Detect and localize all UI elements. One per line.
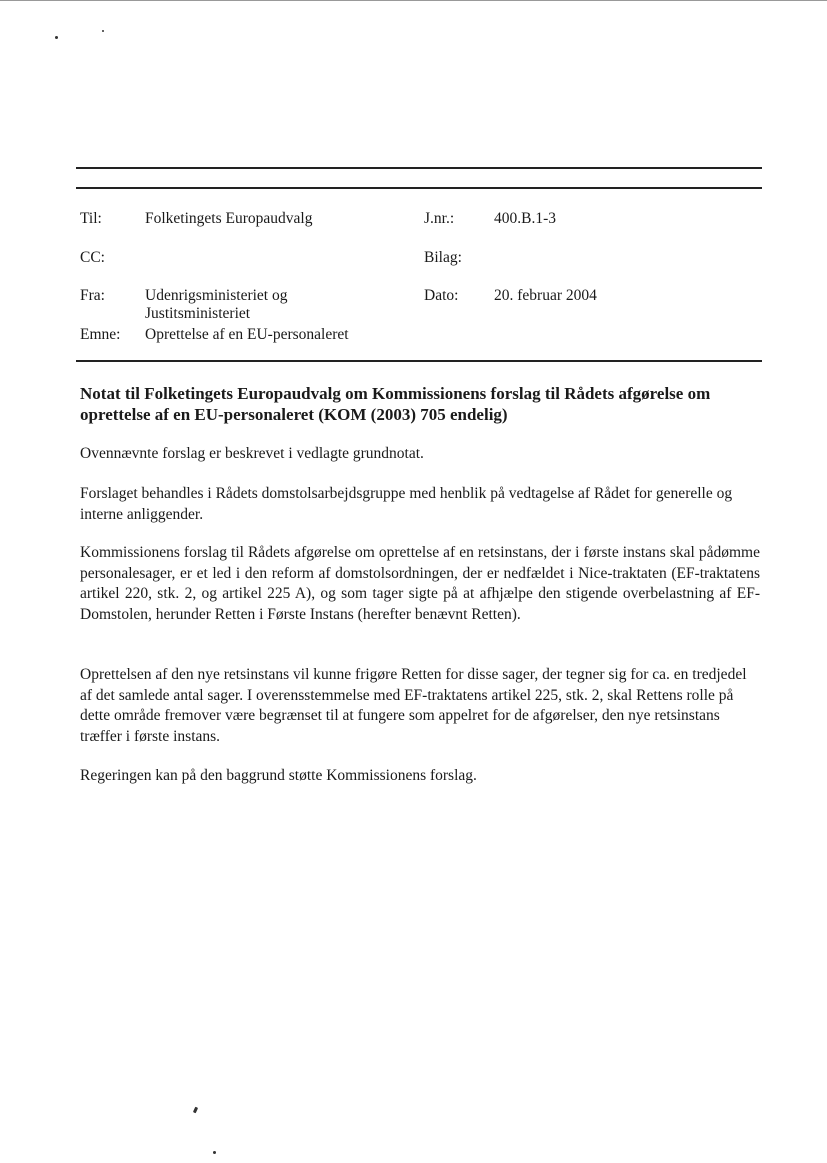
from-value-line2: Justitsministeriet	[145, 305, 251, 322]
scan-speck	[102, 30, 104, 32]
subject-label: Emne:	[80, 326, 121, 343]
document-title: Notat til Folketingets Europaudvalg om Kommissionens forslag til Rådets afgørelse om oprettelse af en EU-personaleret (KOM (2003) 705 endelig)	[80, 384, 711, 424]
to-value: Folketingets Europaudvalg	[145, 210, 313, 227]
scan-speck	[193, 1107, 198, 1114]
jnr-label: J.nr.:	[424, 210, 455, 227]
date-label: Dato:	[424, 287, 459, 304]
subject-value: Oprettelse af en EU-personaleret	[145, 326, 349, 343]
from-value-line1: Udenrigsministeriet og	[145, 287, 288, 304]
header-rule-top	[76, 167, 762, 169]
body-paragraph-2: Forslaget behandles i Rådets domstolsarbejdsgruppe med henblik på vedtagelse af Rådet for generelle og interne anliggender.	[80, 485, 733, 523]
body-paragraph-1: Ovennævnte forslag er beskrevet i vedlagte grundnotat.	[80, 445, 424, 462]
date-value: 20. februar 2004	[494, 287, 597, 304]
from-label: Fra:	[80, 287, 105, 304]
body-paragraph-3: Kommissionens forslag til Rådets afgørelse om oprettelse af en retsinstans, der i første instans skal pådømme personalesager, er et led i den reform af domstolsordningen, der er nedfældet i Nice-traktaten (EF-traktatens artikel 220, stk. 2, og artikel 225 A), og som tager sigte på at afhjælpe den stigende overbelastning af EF-Domstolen, herunder Retten i Første Instans (herefter benævnt Retten).	[80, 544, 760, 623]
cc-label: CC:	[80, 249, 105, 266]
scan-speck	[55, 36, 58, 39]
jnr-value: 400.B.1-3	[494, 210, 556, 227]
attachment-label: Bilag:	[424, 249, 462, 266]
header-rule-second	[76, 187, 762, 189]
body-paragraph-4: Oprettelsen af den nye retsinstans vil kunne frigøre Retten for disse sager, der tegner sig for ca. en tredjedel af det samlede antal sager. I overensstemmelse med EF-traktatens artikel 225, stk. 2, skal Rettens rolle på dette område fremover være begrænset til at fungere som appelret for de afgørelser, den nye retsinstans træffer i første instans.	[80, 666, 747, 745]
body-paragraph-5: Regeringen kan på den baggrund støtte Kommissionens forslag.	[80, 767, 477, 784]
scan-top-edge	[0, 0, 827, 1]
header-rule-bottom	[76, 360, 762, 362]
scan-speck	[213, 1151, 216, 1154]
to-label: Til:	[80, 210, 102, 227]
